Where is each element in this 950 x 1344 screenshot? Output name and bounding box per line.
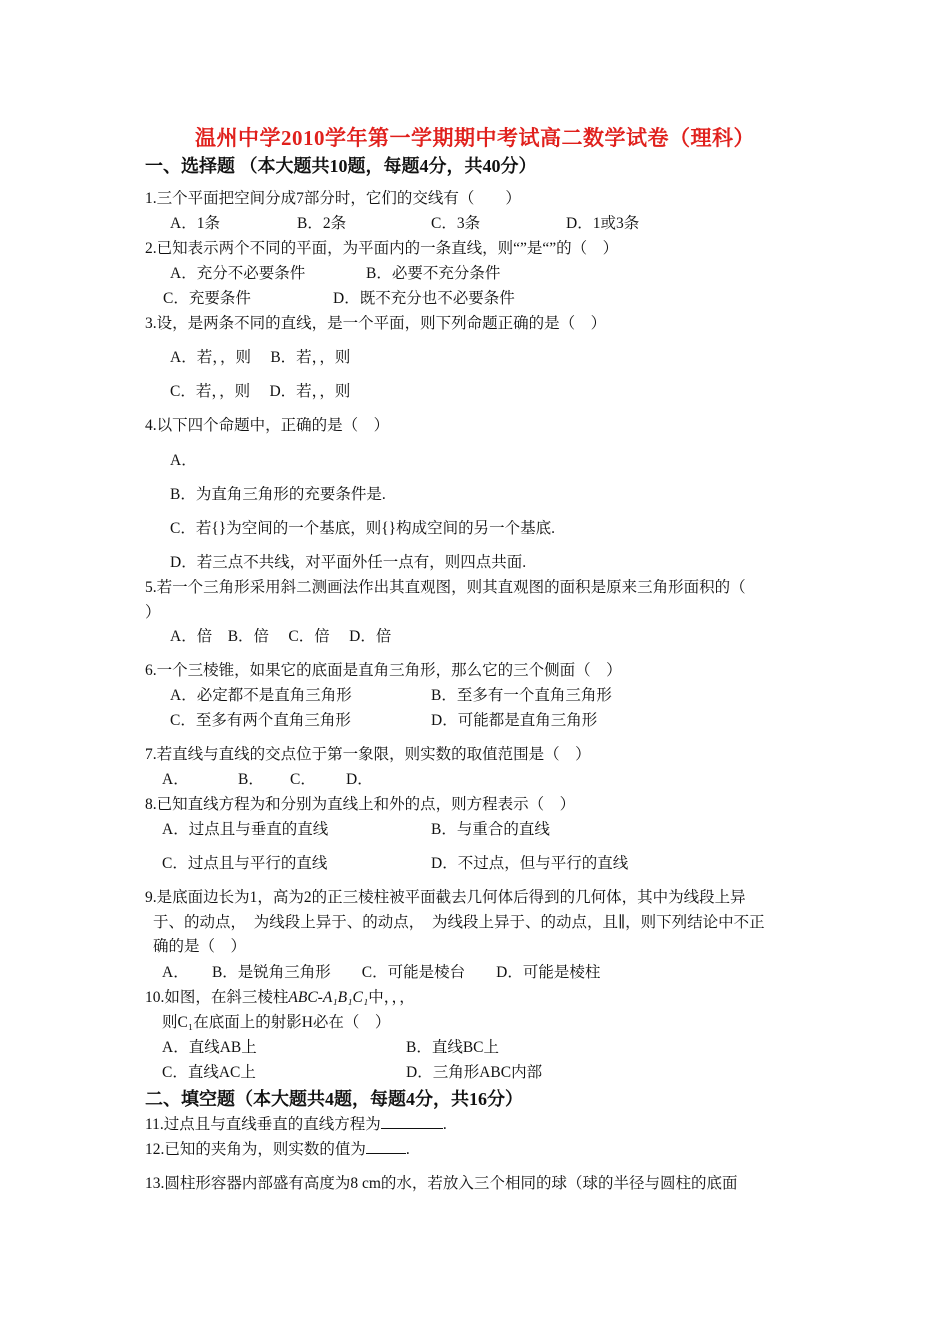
q11-stem: 11.过点且与直线垂直的直线方程为 [145, 1116, 381, 1133]
q10-option-a: A．直线AB上 [162, 1039, 257, 1056]
q1-option-d: D．1或3条 [566, 215, 640, 232]
q10-stem [145, 985, 415, 1007]
q2-option-b: B．必要不充分条件 [366, 265, 501, 282]
q9-options: A． B．是锐角三角形 C．可能是棱台 D．可能是棱柱 [162, 964, 601, 981]
q11 [145, 1112, 447, 1134]
q8-option-c: C．过点且与平行的直线 [162, 855, 328, 872]
q4-option-b: B．为直角三角形的充要条件是. [170, 486, 386, 503]
q8-option-a: A．过点且与垂直的直线 [162, 821, 329, 838]
q5-stem-line2: ） [145, 604, 161, 621]
q6-option-c: C．至多有两个直角三角形 [170, 712, 351, 729]
q1-stem: 1.三个平面把空间分成7部分时，它们的交线有（ ） [145, 190, 521, 207]
q10-stem-pre: 10.如图，在斜三棱柱 [145, 989, 289, 1006]
q6-option-b: B．至多有一个直角三角形 [431, 687, 612, 704]
q5-options: A．倍 B．倍 C．倍 D．倍 [170, 628, 392, 645]
q11-answer-blank[interactable] [381, 1114, 443, 1129]
section-1-heading: 一、选择题 （本大题共10题，每题4分，共40分） [145, 156, 537, 176]
q13-stem: 13.圆柱形容器内部盛有高度为8 cm的水，若放入三个相同的球（球的半径与圆柱的底面 [145, 1175, 738, 1192]
q12-period: . [405, 1141, 410, 1158]
q2-option-a: A．充分不必要条件 [170, 265, 306, 282]
q10-stem-line2: 则C₁在底面上的射影H必在（ ） [162, 1014, 391, 1031]
q8-option-d: D．不过点，但与平行的直线 [431, 855, 629, 872]
q9-stem-line2: 于、的动点， 为线段上异于、的动点， 为线段上异于、的动点，且∥，则下列结论中不正 [153, 914, 765, 931]
q12 [145, 1137, 410, 1159]
q6-option-d: D．可能都是直角三角形 [431, 712, 598, 729]
q1-option-b: B．2条 [297, 215, 347, 232]
q8-stem: 8.已知直线方程为和分别为直线上和外的点，则方程表示（ ） [145, 796, 576, 813]
q3-options-ab: A．若，，则 B．若，，则 [170, 349, 351, 366]
q3-stem: 3.设，是两条不同的直线，是一个平面，则下列命题正确的是（ ） [145, 315, 607, 332]
q10-option-c: C．直线AC上 [162, 1064, 256, 1081]
exam-title: 温州中学2010学年第一学期期中考试高二数学试卷（理科） [195, 126, 755, 150]
q4-option-a: A． [170, 452, 197, 469]
q7-stem: 7.若直线与直线的交点位于第一象限，则实数的取值范围是（ ） [145, 746, 591, 763]
q10-option-d: D．三角形ABC内部 [406, 1064, 543, 1081]
q9-stem-line1: 9.是底面边长为1，高为2的正三棱柱被平面截去几何体后得到的几何体，其中为线段上异 [145, 889, 746, 906]
q1-option-a: A．1条 [170, 215, 220, 232]
q5-stem-line1: 5.若一个三角形采用斜二测画法作出其直观图，则其直观图的面积是原来三角形面积的（ [145, 579, 746, 596]
q1-option-c: C．3条 [431, 215, 481, 232]
q2-stem: 2.已知表示两个不同的平面，为平面内的一条直线，则“”是“”的（ ） [145, 240, 619, 257]
q6-stem: 6.一个三棱锥，如果它的底面是直角三角形，那么它的三个侧面（ ） [145, 662, 622, 679]
q2-option-d: D．既不充分也不必要条件 [333, 290, 515, 307]
q7-option-c: C． [290, 771, 316, 788]
q7-option-a: A． [162, 771, 189, 788]
q4-stem: 4.以下四个命题中，正确的是（ ） [145, 417, 390, 434]
q2-option-c: C．充要条件 [163, 290, 251, 307]
q12-stem: 12.已知的夹角为，则实数的值为 [145, 1141, 366, 1158]
q11-period: . [442, 1116, 447, 1133]
section-2-heading: 二、填空题（本大题共4题，每题4分，共16分） [145, 1089, 523, 1109]
q9-stem-line3: 确的是（ ） [153, 938, 247, 955]
q6-option-a: A．必定都不是直角三角形 [170, 687, 352, 704]
q4-option-d: D．若三点不共线，对平面外任一点有，则四点共面. [170, 554, 527, 571]
q10-prism-label: ABC-A₁B₁C₁ [288, 989, 369, 1006]
q3-options-cd: C．若，，则 D．若，，则 [170, 383, 351, 400]
q7-option-d: D． [346, 771, 373, 788]
q4-option-c: C．若{}为空间的一个基底，则{}构成空间的另一个基底. [170, 520, 555, 537]
q8-option-b: B．与重合的直线 [431, 821, 550, 838]
q7-option-b: B． [238, 771, 264, 788]
q12-answer-blank[interactable] [366, 1139, 406, 1154]
q10-option-b: B．直线BC上 [406, 1039, 500, 1056]
q10-stem-post: 中，，， [368, 989, 415, 1006]
